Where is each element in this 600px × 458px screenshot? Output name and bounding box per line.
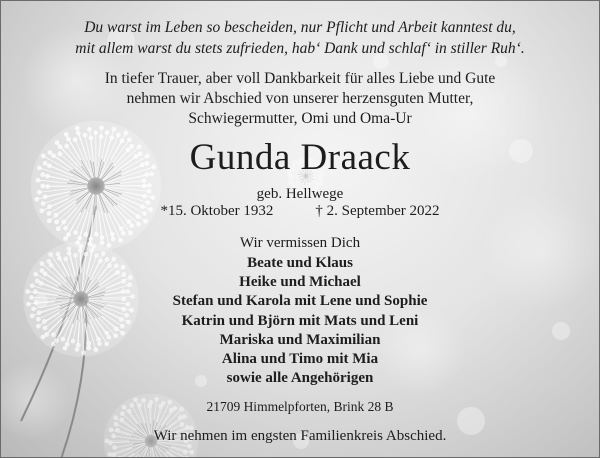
maiden-name: geb. Hellwege xyxy=(256,186,344,202)
poem-line: Du warst im Leben so bescheiden, nur Pflicht und Arbeit kanntest du, xyxy=(84,19,516,36)
intro-line: Schwiegermutter, Omi und Oma-Ur xyxy=(188,110,412,127)
poem xyxy=(1,17,599,59)
intro-line: In tiefer Trauer, aber voll Dankbarkeit für alles Liebe und Gute xyxy=(104,70,496,87)
poem-line: mit allem warst du stets zufrieden, hab‘ Dank und schlaf‘ in stiller Ruh‘. xyxy=(75,40,525,57)
family-entry: Stefan und Karola mit Lene und Sophie xyxy=(172,293,428,310)
closing-note: Wir nehmen im engsten Familienkreis Abschied. xyxy=(153,428,447,444)
family-entry: Katrin und Björn mit Mats und Leni xyxy=(181,312,419,329)
family-entry: Heike und Michael xyxy=(239,274,361,291)
family-entry: sowie alle Angehörigen xyxy=(226,370,374,387)
death-date: † 2. September 2022 xyxy=(315,203,440,219)
miss-line: Wir vermissen Dich xyxy=(239,235,361,251)
family-entry: Beate und Klaus xyxy=(247,255,353,271)
family-list xyxy=(1,254,599,388)
intro-text xyxy=(1,69,599,129)
birth-date: *15. Oktober 1932 xyxy=(160,203,274,219)
family-entry: Mariska und Maximilian xyxy=(219,331,381,348)
intro-line: nehmen wir Abschied von unserer herzensguten Mutter, xyxy=(126,90,474,107)
life-dates xyxy=(1,202,599,220)
family-entry: Alina und Timo mit Mia xyxy=(221,351,379,368)
address: 21709 Himmelpforten, Brink 28 B xyxy=(206,399,394,414)
deceased-name: Gunda Draack xyxy=(189,137,411,178)
